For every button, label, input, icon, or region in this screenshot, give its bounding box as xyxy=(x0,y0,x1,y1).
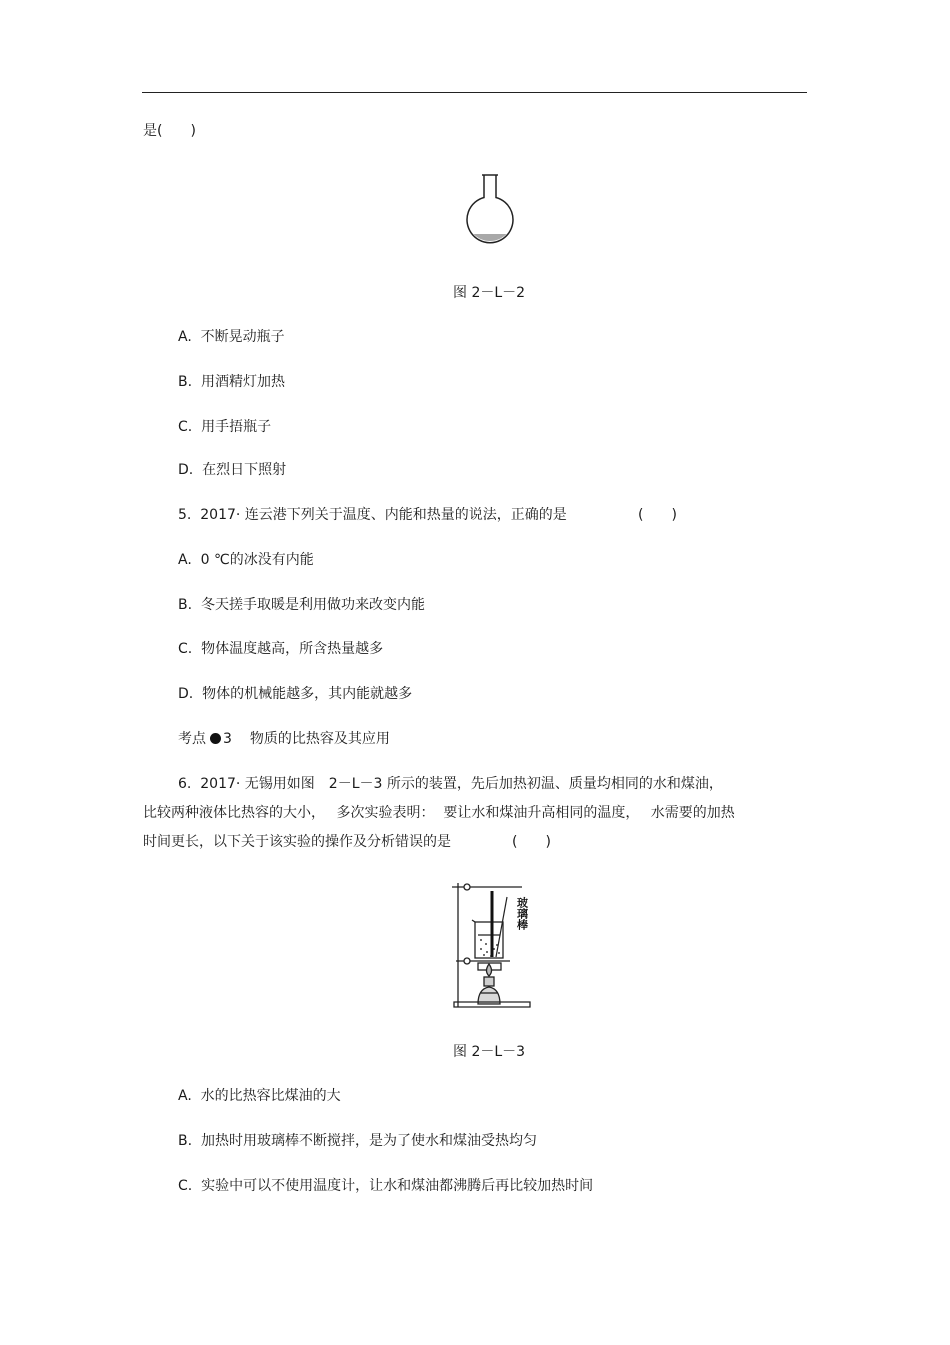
question-6-line-3: 时间更长，以下关于该实验的操作及分析错误的是 xyxy=(143,834,451,850)
q6-option-b: B. 加热时用玻璃棒不断搅拌，是为了使水和煤油受热均匀 xyxy=(178,1133,537,1149)
question-6-blank: ( ) xyxy=(512,834,551,850)
option-a: A. 不断晃动瓶子 xyxy=(178,329,285,345)
question-6-line-1: 6. 2017· 无锡用如图 2－L－3 所示的装置，先后加热初温、质量均相同的水和煤油， xyxy=(178,776,723,792)
flask-figure xyxy=(455,170,525,255)
q6-option-a: A. 水的比热容比煤油的大 xyxy=(178,1088,341,1104)
q5-option-b: B. 冬天搓手取暖是利用做功来改变内能 xyxy=(178,597,425,613)
section-heading xyxy=(178,730,390,748)
header-rule xyxy=(142,92,807,93)
q5-option-a: A. 0 ℃的冰没有内能 xyxy=(178,552,314,568)
glass-rod-label: 玻璃棒 xyxy=(515,897,529,930)
question-6-line-2: 比较两种液体比热容的大小， 多次实验表明： 要让水和煤油升高相同的温度， 水需要的加热 xyxy=(143,805,735,821)
bullet-icon xyxy=(210,733,221,744)
flame xyxy=(487,964,492,976)
heating-apparatus-figure xyxy=(450,877,550,1012)
figure-caption-1: 图 2－L－2 xyxy=(453,285,526,301)
q5-option-d: D. 物体的机械能越多，其内能就越多 xyxy=(178,686,413,702)
question-5-blank: ( ) xyxy=(638,507,677,523)
question-5-stem: 5. 2017· 连云港下列关于温度、内能和热量的说法，正确的是 xyxy=(178,507,567,523)
flask-liquid xyxy=(455,234,525,254)
q6-option-c: C. 实验中可以不使用温度计，让水和煤油都沸腾后再比较加热时间 xyxy=(178,1178,594,1194)
option-c: C. 用手捂瓶子 xyxy=(178,419,272,435)
glass-rod xyxy=(496,897,507,957)
q5-option-c: C. 物体温度越高，所含热量越多 xyxy=(178,641,384,657)
flask-outline xyxy=(467,175,513,243)
option-b: B. 用酒精灯加热 xyxy=(178,374,285,390)
section-title: 物质的比热容及其应用 xyxy=(249,731,390,747)
section-prefix: 考点 xyxy=(178,731,206,747)
section-number: 3 xyxy=(223,731,232,747)
figure-caption-2: 图 2－L－3 xyxy=(453,1044,526,1060)
option-d: D. 在烈日下照射 xyxy=(178,462,287,478)
question-continuation: 是( ) xyxy=(143,123,196,139)
